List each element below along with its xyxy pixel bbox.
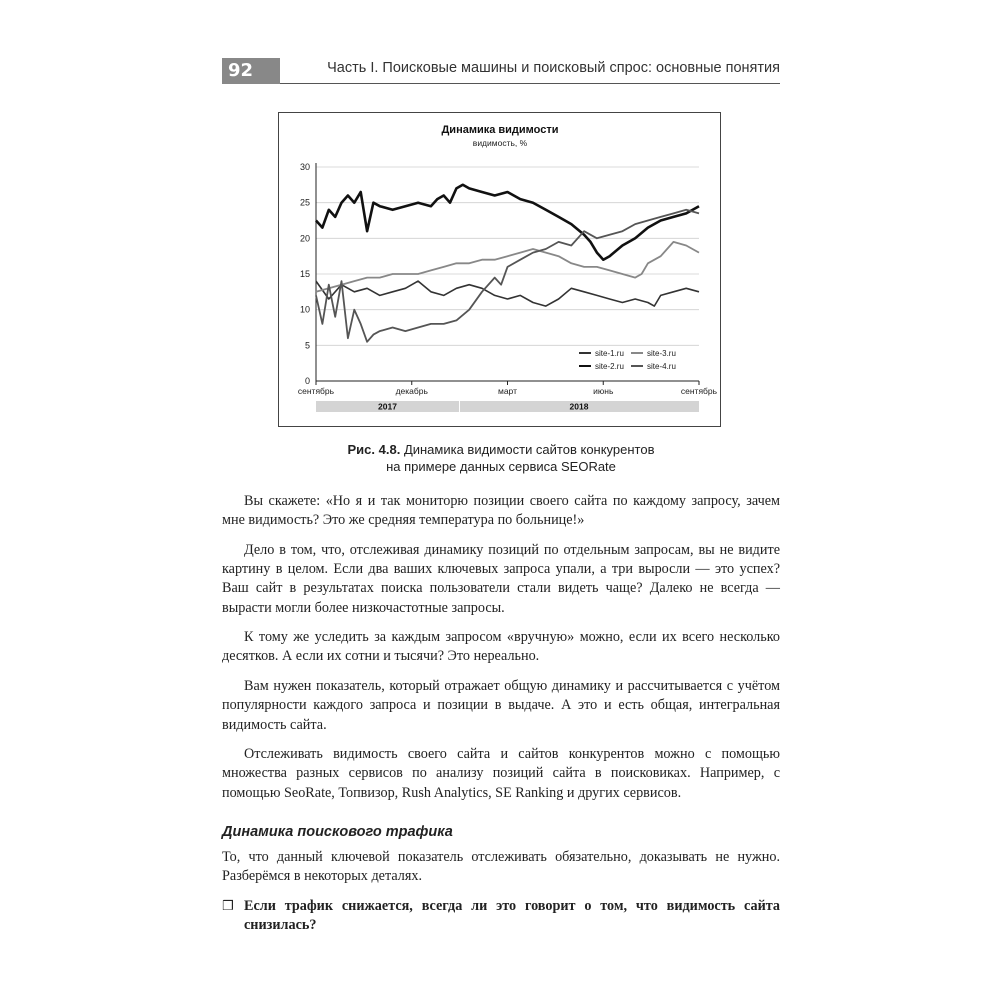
chart-subtitle: видимость, % <box>472 138 528 148</box>
chart-figure <box>278 112 721 427</box>
x-tick-label: декабрь <box>395 386 428 396</box>
paragraph: Отслеживать видимость своего сайта и сайтов конкурентов можно с помощью множества разных сервисов по анализу позиций сайта в поисковиках. Например, с помощью SeoRate, Топвизор, Rush Analytics, SE Ranking и других сервисов. <box>222 746 780 801</box>
checkbox-bullet-icon: ❒ <box>222 898 234 914</box>
chart-title: Динамика видимости <box>441 124 559 136</box>
x-tick-label: сентябрь <box>680 386 718 396</box>
y-tick-label: 10 <box>299 304 310 315</box>
caption-line2: на примере данных сервиса SEORate <box>386 459 616 474</box>
x-tick-label: март <box>497 386 518 396</box>
paragraph: Вам нужен показатель, который отражает общую динамику и рассчитывается с учётом популярности каждого запроса и позиции в выдаче. А это и есть общая, интегральная видимость сайта. <box>222 678 780 733</box>
page-number: 92 <box>222 58 280 84</box>
y-tick-label: 30 <box>299 162 310 172</box>
y-tick-label: 20 <box>299 233 310 244</box>
y-tick-label: 0 <box>304 376 310 386</box>
bullet-item <box>222 897 780 935</box>
legend-label: site-1.ru <box>595 349 624 358</box>
paragraph: Дело в том, что, отслеживая динамику позиций по отдельным запросам, вы не видите картину в целом. Если два ваших ключевых запроса упали, а три выросли — это успех? Ваш сайт в результатах поиска пользователи стали видеть чаще? Далеко не всегда — вырасти могли более низкочастотные запросы. <box>222 541 780 616</box>
year-label: 2017 <box>378 401 397 412</box>
y-tick-label: 15 <box>299 269 310 279</box>
legend-label: site-3.ru <box>647 349 676 358</box>
paragraph: К тому же уследить за каждым запросом «вручную» можно, если их всего несколько десятков. А если их сотни и тысячи? Это нереально. <box>222 629 780 665</box>
paragraph: Вы скажете: «Но я и так мониторю позиции своего сайта по каждому запросу, зачем мне видимость? Это же средняя температура по больнице!» <box>222 493 780 529</box>
series-line-1 <box>316 281 699 306</box>
line-chart <box>279 113 722 428</box>
header-rule <box>280 83 780 84</box>
paragraph: То, что данный ключевой показатель отслеживать обязательно, доказывать не нужно. Разберёмся в некоторых деталях. <box>222 849 780 885</box>
legend-label: site-2.ru <box>595 362 624 371</box>
caption-line1: Динамика видимости сайтов конкурентов <box>403 442 655 457</box>
legend-label: site-4.ru <box>647 362 676 371</box>
body-text <box>222 492 780 935</box>
bullet-text: Если трафик снижается, всегда ли это говорит о том, что видимость сайта снизилась? <box>244 897 780 934</box>
series-line-4 <box>316 210 699 342</box>
x-tick-label: сентябрь <box>297 386 335 396</box>
figure-caption <box>222 441 780 475</box>
page-header <box>222 58 780 84</box>
y-tick-label: 25 <box>299 197 310 208</box>
running-title: Часть I. Поисковые машины и поисковый спрос: основные понятия <box>327 60 780 76</box>
y-tick-label: 5 <box>304 340 310 351</box>
caption-label: Рис. 4.8. <box>347 442 401 457</box>
x-tick-label: июнь <box>593 386 614 396</box>
year-label: 2018 <box>569 401 589 412</box>
section-heading: Динамика поискового трафика <box>222 823 453 840</box>
